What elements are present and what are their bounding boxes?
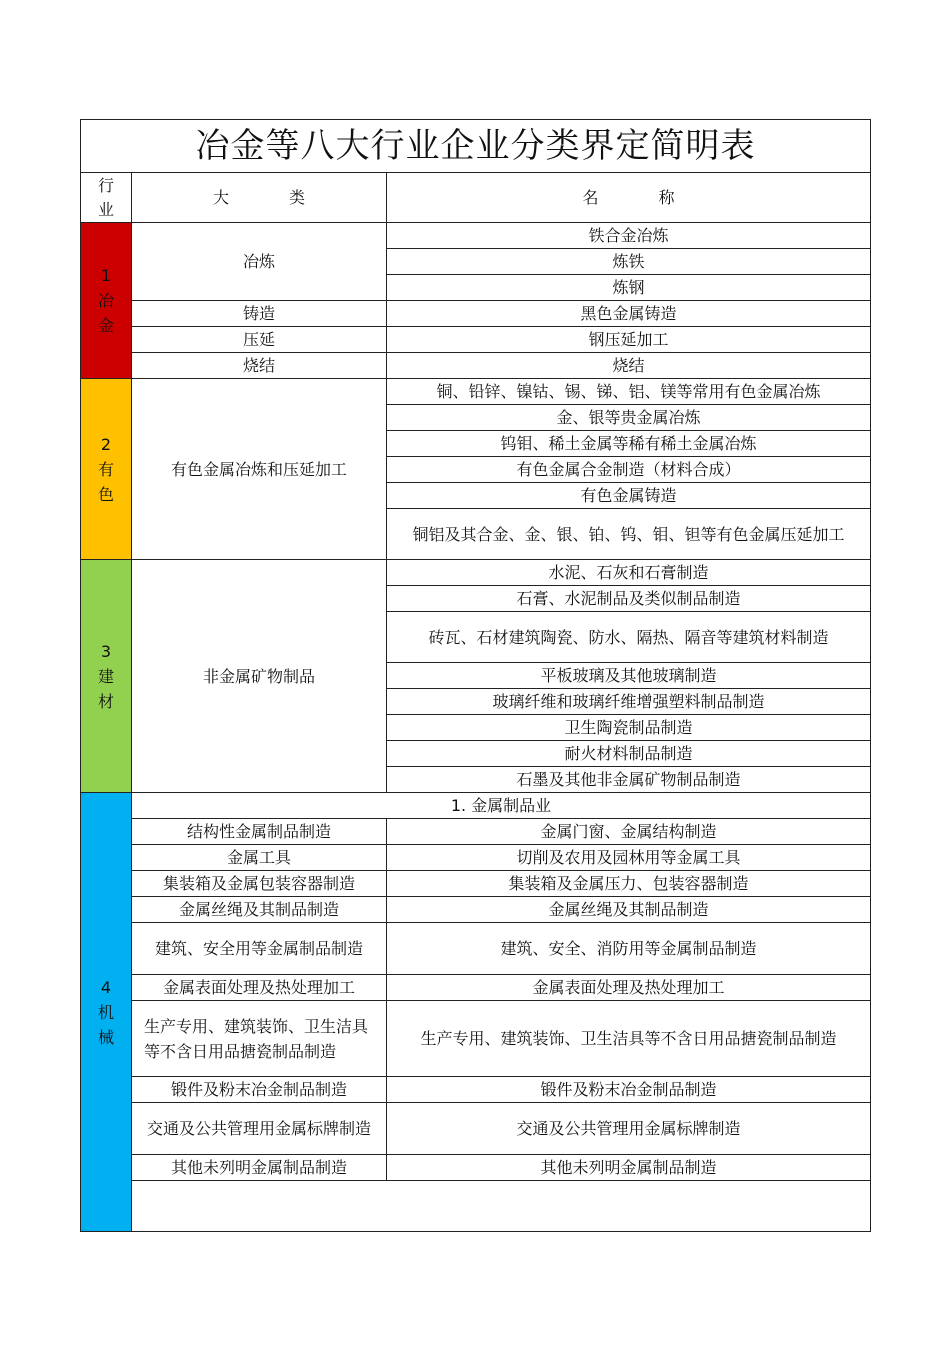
- name-cell: 铜铝及其合金、金、银、铂、钨、钼、钽等有色金属压延加工: [387, 509, 871, 560]
- classification-table: [80, 119, 871, 1232]
- name-cell: 玻璃纤维和玻璃纤维增强塑料制品制造: [387, 689, 871, 715]
- header-row: [81, 173, 871, 223]
- category-cell: 生产专用、建筑装饰、卫生洁具等不含日用品搪瓷制品制造: [132, 1001, 387, 1077]
- name-cell: 金属丝绳及其制品制造: [387, 897, 871, 923]
- industry-cell-1: [81, 223, 132, 379]
- table-row: [81, 379, 871, 405]
- industry-label-c1: 有: [97, 459, 114, 479]
- page-title: 冶金等八大行业企业分类界定简明表: [81, 120, 871, 173]
- title-row: [81, 120, 871, 173]
- table-row: [81, 793, 871, 819]
- header-category: [132, 173, 387, 223]
- name-cell: 其他未列明金属制品制造: [387, 1155, 871, 1181]
- table-row: [81, 1001, 871, 1077]
- empty-cell: [132, 1181, 871, 1232]
- category-cell: 其他未列明金属制品制造: [132, 1155, 387, 1181]
- industry-label-c2: 材: [97, 691, 114, 711]
- category-cell: 金属表面处理及热处理加工: [132, 975, 387, 1001]
- header-industry-line1: 行: [97, 175, 114, 195]
- name-cell: 建筑、安全、消防用等金属制品制造: [387, 923, 871, 975]
- category-cell: 金属工具: [132, 845, 387, 871]
- table-row: [81, 923, 871, 975]
- industry-label-c2: 械: [97, 1027, 114, 1047]
- industry-label-c1: 冶: [97, 291, 114, 310]
- empty-row: [81, 1181, 871, 1232]
- table-row: [81, 327, 871, 353]
- classification-sheet: [80, 119, 870, 1232]
- industry-label-c1: 建: [97, 666, 114, 686]
- name-cell: 钨钼、稀土金属等稀有稀土金属冶炼: [387, 431, 871, 457]
- name-cell: 炼铁: [387, 249, 871, 275]
- header-industry-line2: 业: [97, 199, 114, 219]
- name-cell: 烧结: [387, 353, 871, 379]
- name-cell: 水泥、石灰和石膏制造: [387, 560, 871, 586]
- category-cell: 压延: [132, 327, 387, 353]
- name-cell: 耐火材料制品制造: [387, 741, 871, 767]
- industry-label-num: 4: [100, 977, 112, 997]
- table-row: [81, 560, 871, 586]
- category-cell: 金属丝绳及其制品制造: [132, 897, 387, 923]
- industry-cell-3: [81, 560, 132, 793]
- table-row: [81, 301, 871, 327]
- industry-label-c1: 机: [97, 1002, 114, 1022]
- table-row: [81, 819, 871, 845]
- name-cell: 钢压延加工: [387, 327, 871, 353]
- table-row: [81, 1077, 871, 1103]
- name-cell: 金、银等贵金属冶炼: [387, 405, 871, 431]
- name-cell: 铜、铅锌、镍钴、锡、锑、铝、镁等常用有色金属冶炼: [387, 379, 871, 405]
- category-cell: 有色金属冶炼和压延加工: [132, 379, 387, 560]
- table-row: [81, 1103, 871, 1155]
- category-cell: 非金属矿物制品: [132, 560, 387, 793]
- table-row: [81, 845, 871, 871]
- table-row: [81, 975, 871, 1001]
- category-cell: 交通及公共管理用金属标牌制造: [132, 1103, 387, 1155]
- header-name-a: 名: [582, 188, 599, 207]
- industry-label-num: 1: [100, 266, 112, 285]
- industry-cell-2: [81, 379, 132, 560]
- header-industry: [81, 173, 132, 223]
- header-category-a: 大: [212, 188, 229, 207]
- name-cell: 有色金属铸造: [387, 483, 871, 509]
- name-cell: 锻件及粉末冶金制品制造: [387, 1077, 871, 1103]
- name-cell: 金属表面处理及热处理加工: [387, 975, 871, 1001]
- name-cell: 平板玻璃及其他玻璃制造: [387, 663, 871, 689]
- table-row: [81, 897, 871, 923]
- category-cell: 锻件及粉末冶金制品制造: [132, 1077, 387, 1103]
- table-row: [81, 871, 871, 897]
- header-category-b: 类: [289, 188, 306, 207]
- category-cell: 集装箱及金属包装容器制造: [132, 871, 387, 897]
- subheading-cell: 1. 金属制品业: [132, 793, 871, 819]
- name-cell: 石墨及其他非金属矿物制品制造: [387, 767, 871, 793]
- name-cell: 集装箱及金属压力、包装容器制造: [387, 871, 871, 897]
- name-cell: 石膏、水泥制品及类似制品制造: [387, 586, 871, 612]
- header-name-b: 称: [658, 188, 675, 207]
- table-row: [81, 223, 871, 249]
- industry-label-c2: 色: [97, 484, 114, 504]
- name-cell: 切削及农用及园林用等金属工具: [387, 845, 871, 871]
- category-cell: 结构性金属制品制造: [132, 819, 387, 845]
- table-row: [81, 1155, 871, 1181]
- category-cell: 烧结: [132, 353, 387, 379]
- name-cell: 黑色金属铸造: [387, 301, 871, 327]
- name-cell: 有色金属合金制造（材料合成）: [387, 457, 871, 483]
- name-cell: 交通及公共管理用金属标牌制造: [387, 1103, 871, 1155]
- industry-label-num: 2: [100, 434, 112, 454]
- category-cell: 建筑、安全用等金属制品制造: [132, 923, 387, 975]
- category-cell: 铸造: [132, 301, 387, 327]
- name-cell: 生产专用、建筑装饰、卫生洁具等不含日用品搪瓷制品制造: [387, 1001, 871, 1077]
- name-cell: 卫生陶瓷制品制造: [387, 715, 871, 741]
- header-name: [387, 173, 871, 223]
- name-cell: 铁合金冶炼: [387, 223, 871, 249]
- name-cell: 炼钢: [387, 275, 871, 301]
- industry-cell-4: [81, 793, 132, 1232]
- name-cell: 金属门窗、金属结构制造: [387, 819, 871, 845]
- category-cell: 冶炼: [132, 223, 387, 301]
- industry-label-c2: 金: [97, 316, 114, 335]
- name-cell: 砖瓦、石材建筑陶瓷、防水、隔热、隔音等建筑材料制造: [387, 612, 871, 663]
- table-row: [81, 353, 871, 379]
- industry-label-num: 3: [100, 641, 112, 661]
